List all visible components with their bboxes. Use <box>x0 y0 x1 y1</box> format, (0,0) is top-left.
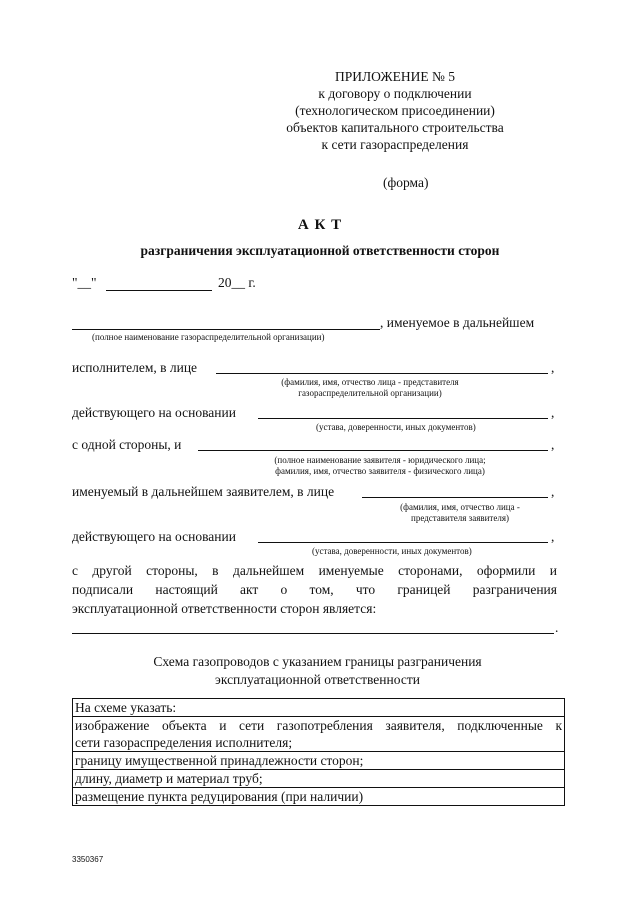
basis-hint-2: (устава, доверенности, иных документов) <box>312 546 472 556</box>
body-line-2: подписали настоящий акт о том, что границей разграничения <box>72 582 557 597</box>
appendix-title: ПРИЛОЖЕНИЕ № 5 <box>334 69 456 84</box>
applicant-hint-line-1: (фамилия, имя, отчество лица - <box>400 502 520 512</box>
one-side-hint-line-1: (полное наименование заявителя - юридического лица; <box>274 455 486 465</box>
date-month-blank <box>106 290 212 291</box>
body-end-punct: . <box>555 620 559 635</box>
applicant-hint-line-2: представителя заявителя) <box>411 513 509 523</box>
one-side-comma: , <box>551 437 555 452</box>
box-item-heading: На схеме указать: <box>73 699 564 717</box>
appendix-line-3: объектов капитального строительства <box>286 120 504 135</box>
executor-comma: , <box>551 360 555 375</box>
form-label: (форма) <box>383 175 429 190</box>
basis-comma-1: , <box>551 405 555 420</box>
scheme-title-line-2: эксплуатационной ответственности <box>215 672 420 687</box>
appendix-line-1: к договору о подключении <box>318 86 472 101</box>
box-item-1: изображение объекта и сети газопотребления заявителя, подключенные к <box>75 718 562 733</box>
basis-label-2: действующего на основании <box>72 529 236 544</box>
document-number: 3350367 <box>72 855 104 864</box>
executor-hint-line-1: (фамилия, имя, отчество лица - представителя <box>281 377 459 387</box>
body-line-3: эксплуатационной ответственности сторон является: <box>72 601 377 616</box>
appendix-header <box>270 68 520 153</box>
box-item-2: сети газораспределения исполнителя; <box>73 734 564 752</box>
executor-hint-line-2: газораспределительной организации) <box>298 388 442 398</box>
scheme-title-line-1: Схема газопроводов с указанием границы разграничения <box>153 654 482 669</box>
appendix-line-2: (технологическом присоединении) <box>295 103 495 118</box>
date-year: 20__ г. <box>218 275 256 290</box>
one-side-blank <box>198 450 548 451</box>
one-side-hint-line-2: фамилия, имя, отчество заявителя - физического лица) <box>275 466 485 476</box>
one-side-hint <box>230 455 530 477</box>
executor-label: исполнителем, в лице <box>72 360 198 375</box>
applicant-hint <box>380 502 540 524</box>
box-item-5: размещение пункта редуцирования (при наличии) <box>75 789 364 804</box>
applicant-comma: , <box>551 484 555 499</box>
boundary-blank <box>72 633 554 634</box>
basis-blank-1 <box>258 418 548 419</box>
org-name-blank <box>72 329 380 330</box>
basis-label-1: действующего на основании <box>72 405 236 420</box>
org-suffix: , именуемое в дальнейшем <box>380 315 535 330</box>
box-item-4: длину, диаметр и материал труб; <box>73 770 564 788</box>
executor-hint <box>250 377 490 399</box>
executor-blank <box>216 373 548 374</box>
one-side-label: с одной стороны, и <box>72 437 182 452</box>
box-item-3: границу имущественной принадлежности сторон; <box>73 752 564 770</box>
basis-comma-2: , <box>551 529 555 544</box>
scheme-title <box>72 653 563 689</box>
act-subtitle: разграничения эксплуатационной ответственности сторон <box>140 243 500 258</box>
body-line-1: с другой стороны, в дальнейшем именуемые сторонами, оформили и <box>72 563 557 578</box>
applicant-label: именуемый в дальнейшем заявителем, в лице <box>72 484 335 499</box>
basis-hint-1: (устава, доверенности, иных документов) <box>316 422 476 432</box>
basis-blank-2 <box>258 542 548 543</box>
org-hint: (полное наименование газораспределительной организации) <box>92 332 325 342</box>
appendix-line-4: к сети газораспределения <box>321 137 469 152</box>
scheme-instructions-box <box>72 698 565 806</box>
date-day: "__" <box>72 275 97 290</box>
act-title: А К Т <box>297 217 343 233</box>
applicant-blank <box>362 497 548 498</box>
